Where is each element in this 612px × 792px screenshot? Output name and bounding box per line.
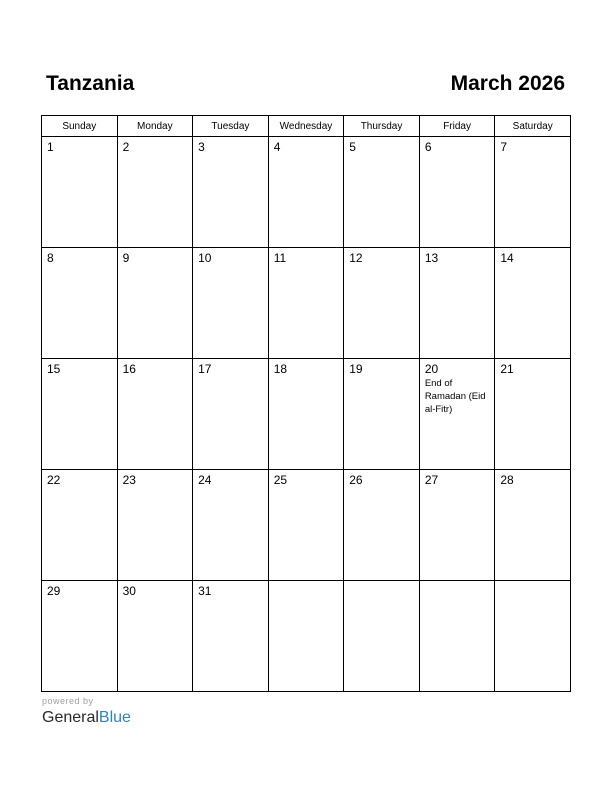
- week-row: [42, 581, 571, 692]
- day-number: 16: [122, 362, 136, 376]
- day-cell: [268, 359, 344, 470]
- day-cell: [117, 248, 193, 359]
- day-number: 22: [47, 473, 61, 487]
- weekday-header: Thursday: [344, 116, 420, 137]
- day-number: 6: [424, 140, 432, 154]
- weekday-header: Saturday: [495, 116, 571, 137]
- brand-logo: [42, 708, 131, 728]
- weekday-header: Tuesday: [193, 116, 269, 137]
- day-cell: [268, 470, 344, 581]
- weekday-header: Friday: [419, 116, 495, 137]
- day-cell: [193, 248, 269, 359]
- day-number: 28: [500, 473, 514, 487]
- day-cell: [344, 470, 420, 581]
- day-cell: [344, 248, 420, 359]
- day-cell: [117, 359, 193, 470]
- day-cell: [344, 359, 420, 470]
- day-cell: [344, 137, 420, 248]
- day-cell: [193, 137, 269, 248]
- day-cell: [193, 470, 269, 581]
- day-number: 3: [198, 140, 205, 154]
- weekday-header: Monday: [117, 116, 193, 137]
- day-number: 11: [273, 251, 287, 265]
- day-number: 26: [349, 473, 363, 487]
- day-number: 30: [122, 584, 136, 598]
- footer-branding: [42, 696, 131, 728]
- day-cell: [495, 470, 571, 581]
- day-cell-empty: [419, 581, 495, 692]
- day-number: 15: [47, 362, 61, 376]
- day-number: 2: [122, 140, 130, 154]
- weekday-header-row: [42, 116, 571, 137]
- brand-name-part1: General: [42, 709, 99, 726]
- day-number: 7: [500, 140, 508, 154]
- day-number: 24: [198, 473, 212, 487]
- day-cell: [268, 248, 344, 359]
- day-cell: [42, 581, 118, 692]
- weekday-header: Sunday: [42, 116, 118, 137]
- calendar-grid: [41, 115, 571, 692]
- week-row: [42, 359, 571, 470]
- day-number: 20: [424, 362, 439, 376]
- day-cell-empty: [268, 581, 344, 692]
- day-number: 25: [273, 473, 288, 487]
- day-number: 23: [122, 473, 136, 487]
- brand-name-part2: Blue: [98, 709, 131, 726]
- week-row: [42, 470, 571, 581]
- day-number: 14: [500, 251, 514, 265]
- day-cell: [419, 137, 495, 248]
- powered-by-text: powered by: [42, 696, 94, 706]
- week-row: [42, 137, 571, 248]
- holiday-label: End of Ramadan (Eid al-Fitr): [424, 378, 486, 415]
- day-cell: [495, 359, 571, 470]
- day-number: 5: [349, 140, 356, 154]
- day-cell-empty: [495, 581, 571, 692]
- day-cell: [495, 248, 571, 359]
- day-cell: [419, 359, 495, 470]
- day-number: 12: [349, 251, 363, 265]
- day-cell: [193, 581, 269, 692]
- day-cell: [495, 137, 571, 248]
- day-cell: [419, 248, 495, 359]
- day-cell: [42, 137, 118, 248]
- day-number: 9: [122, 251, 130, 265]
- day-number: 19: [349, 362, 363, 376]
- day-cell: [117, 137, 193, 248]
- day-cell: [193, 359, 269, 470]
- day-cell: [268, 137, 344, 248]
- day-number: 1: [47, 140, 54, 154]
- day-cell: [117, 581, 193, 692]
- day-number: 29: [47, 584, 61, 598]
- day-cell: [419, 470, 495, 581]
- day-number: 27: [424, 473, 439, 487]
- weekday-header: Wednesday: [268, 116, 344, 137]
- day-number: 21: [500, 362, 514, 376]
- day-cell: [42, 359, 118, 470]
- month-title: March 2026: [450, 72, 565, 95]
- day-cell: [42, 470, 118, 581]
- day-cell: [42, 248, 118, 359]
- day-number: 17: [198, 362, 212, 376]
- day-number: 10: [198, 251, 212, 265]
- day-number: 8: [47, 251, 54, 265]
- day-number: 31: [198, 584, 212, 598]
- week-row: [42, 248, 571, 359]
- day-number: 18: [273, 362, 288, 376]
- day-cell: [117, 470, 193, 581]
- day-cell-empty: [344, 581, 420, 692]
- country-title: Tanzania: [46, 72, 135, 95]
- day-number: 4: [273, 140, 281, 154]
- day-number: 13: [424, 251, 439, 265]
